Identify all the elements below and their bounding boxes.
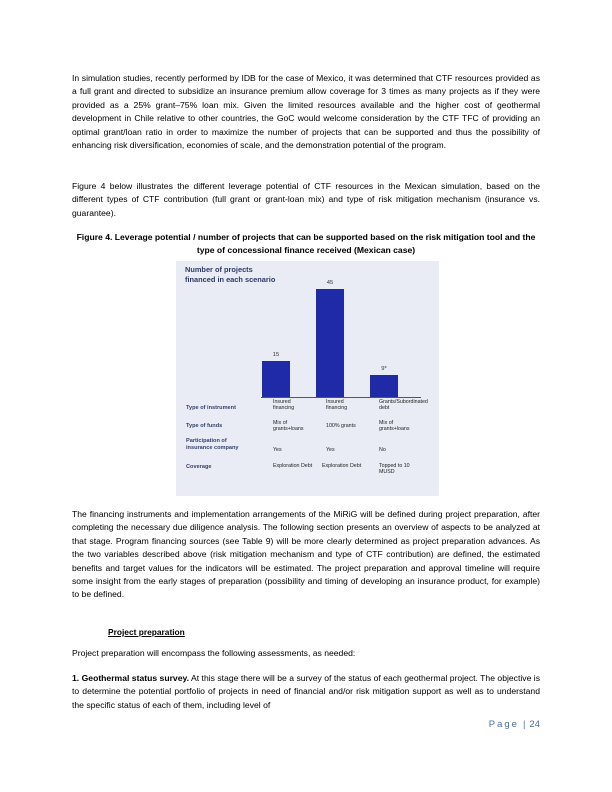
col3-instrument-line-2: debt bbox=[379, 405, 390, 412]
figure-caption: Figure 4. Leverage potential / number of projects that can be supported based on the risk mitigation tool and the type of concessional finance received (Mexican case) bbox=[76, 232, 536, 256]
col3-instrument-line-1: Grants/Subordinated bbox=[379, 399, 428, 405]
row-label-funds: Type of funds bbox=[186, 423, 223, 429]
col3-coverage-line-2: MUSD bbox=[379, 469, 395, 476]
chart-title-line-1: Number of projects bbox=[185, 265, 253, 274]
col3-participation: No bbox=[379, 447, 386, 453]
paragraph-simulation-studies: In simulation studies, recently performed by IDB for the case of Mexico, it was determined that CTF resources provided as a full grant and directed to subsidize an insurance premium allow coverage for 3 times as many projects as if they were provided as a 25% grant–75% loan mix. Given the limited resources available and the higher cost of geothermal development in Chile relative to other countries, the GoC would welcome consideration by the CTF TFC of providing an optimal grant/loan ratio in order to maximize the number of projects that can be supported and thus the possibility of enhancing risk diversification, economies of scale, and the demonstration potential of the program. bbox=[72, 73, 540, 151]
bar-value-label-2: 45 bbox=[326, 280, 334, 286]
col2-instrument-line-1: Insured bbox=[326, 399, 344, 405]
col1-coverage: Exploration Debt bbox=[273, 463, 313, 469]
col3-funds bbox=[379, 420, 409, 433]
chart-title bbox=[185, 265, 275, 284]
page-footer bbox=[489, 719, 540, 730]
col2-coverage: Exploration Debt bbox=[322, 463, 362, 469]
bar-3 bbox=[370, 375, 398, 397]
col1-participation: Yes bbox=[273, 447, 282, 453]
col3-funds-line-2: grants+loans bbox=[379, 426, 410, 433]
footer-page-number: 24 bbox=[529, 719, 540, 730]
geothermal-survey-heading: 1. Geothermal status survey. bbox=[72, 673, 190, 683]
col1-funds-line-1: Mix of bbox=[273, 420, 288, 426]
col3-coverage-line-1: Topped to 10 bbox=[379, 463, 410, 469]
col2-instrument bbox=[326, 399, 347, 412]
row-label-participation-line-1: Participation of bbox=[186, 438, 227, 444]
row-label-participation-line-2: insurance company bbox=[186, 445, 239, 451]
col3-funds-line-1: Mix of bbox=[379, 420, 394, 426]
leverage-bar-chart bbox=[176, 261, 439, 496]
bar-1 bbox=[262, 361, 290, 397]
col2-participation: Yes bbox=[326, 447, 335, 453]
geothermal-survey-text: At this stage there will be a survey of the status of each geothermal project. The objective is to determine the potential portfolio of projects in need of financial and/or risk mitigation support as well as to understand the specific status of each of them, including level of bbox=[72, 673, 540, 710]
paragraph-geothermal-survey bbox=[72, 672, 540, 712]
subheading-project-preparation: Project preparation bbox=[108, 627, 185, 637]
row-label-instrument: Type of instrument bbox=[186, 405, 236, 411]
bar-value-label-1: 15 bbox=[272, 352, 280, 358]
paragraph-figure-intro: Figure 4 below illustrates the different leverage potential of CTF resources in the Mexican simulation, based on the different types of CTF contribution (full grant or grant-loan mix) and type of risk mitigation mechanism (insurance vs. guarantee). bbox=[72, 181, 540, 218]
col3-coverage bbox=[379, 463, 410, 476]
row-label-coverage: Coverage bbox=[186, 464, 212, 470]
footer-separator: | bbox=[522, 719, 526, 730]
footer-page-word: Page bbox=[488, 719, 519, 730]
bar-2 bbox=[316, 289, 344, 397]
row-label-participation bbox=[186, 438, 239, 452]
col2-instrument-line-2: financing bbox=[326, 405, 348, 412]
col1-funds-line-2: grants+loans bbox=[273, 426, 304, 433]
col1-funds bbox=[273, 420, 303, 433]
chart-title-line-2: financed in each scenario bbox=[185, 274, 276, 284]
col1-instrument-line-1: Insured bbox=[273, 399, 291, 405]
col1-instrument bbox=[273, 399, 294, 412]
paragraph-financing-instruments: The financing instruments and implementation arrangements of the MiRiG will be defined during project preparation, after completing the necessary due diligence analysis. The following section presents an overview of aspects to be analyzed at that stage. Program financing sources (see Table 9) will be more clearly determined as project preparation advances. As the two variables described above (risk mitigation mechanism and type of CTF contribution) are defined, the estimated benefits and target values for the indicators will be estimated. The project preparation and approval timeline will require some insight from the early stages of preparation (possibility and timing of developing an insurance product, for example) to be defined. bbox=[72, 509, 540, 600]
col3-instrument bbox=[379, 399, 428, 412]
paragraph-assessments-intro: Project preparation will encompass the following assessments, as needed: bbox=[72, 648, 356, 658]
bar-value-label-3: 9* bbox=[381, 366, 387, 373]
col1-instrument-line-2: financing bbox=[273, 405, 295, 412]
chart-baseline bbox=[261, 397, 421, 398]
col2-funds: 100% grants bbox=[326, 423, 356, 429]
